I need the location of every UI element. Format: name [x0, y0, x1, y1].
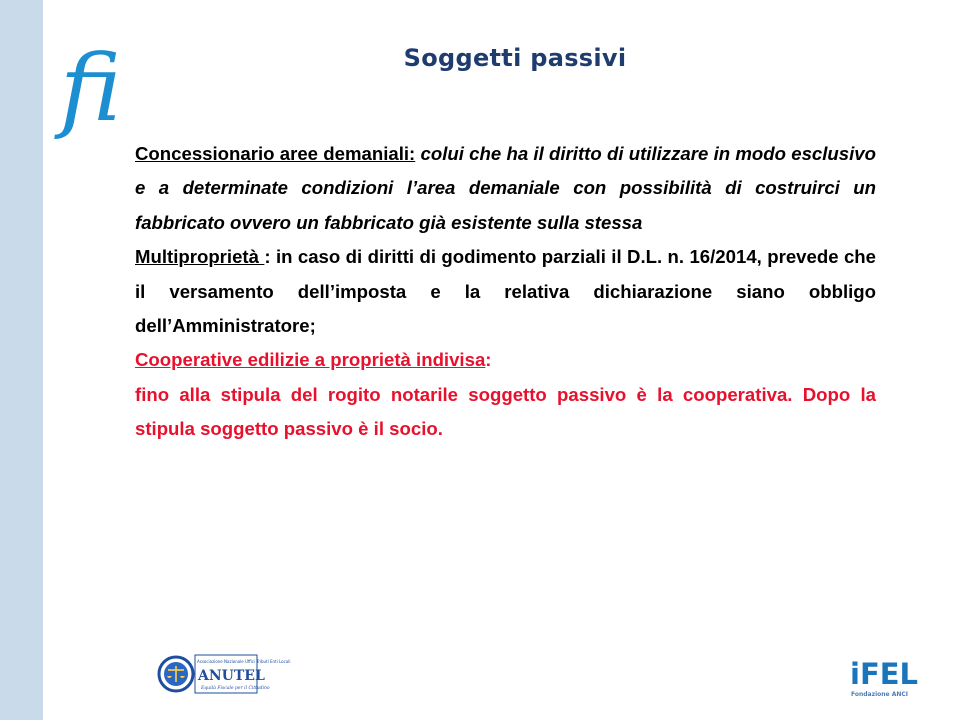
term-multiproprieta: Multiproprietà	[135, 246, 265, 268]
anutel-tagline: Associazione Nazionale Uffici Tributi Enti Locali	[197, 659, 291, 664]
slide-title: Soggetti passivi	[403, 44, 627, 72]
term-concessionario: Concessionario aree demaniali:	[135, 143, 416, 164]
fi-logo-text: fi	[60, 35, 122, 142]
anutel-wordmark: ANUTEL	[198, 668, 265, 684]
colon-cooperative: :	[485, 349, 492, 371]
term-cooperative: Cooperative edilizie a proprietà indivisa	[135, 349, 486, 371]
ifel-wordmark: iFEL	[850, 657, 919, 691]
anutel-logo	[157, 652, 291, 696]
text-multiproprieta: : in caso di diritti di godimento parziali il D.L. n. 16/2014, prevede che il versamento dell’imposta e la relativa dichiarazione siano obbligo dell’Amministratore;	[135, 246, 876, 337]
slide-body	[135, 137, 876, 447]
anutel-motto: Equità Fiscale per il Cittadino	[201, 686, 270, 691]
left-decorative-band	[0, 0, 43, 720]
paragraph-cooperative-detail: fino alla stipula del rogito notarile soggetto passivo è la cooperativa. Dopo la stipula soggetto passivo è il socio.	[135, 383, 876, 440]
paragraph-concessionario	[135, 137, 876, 240]
ifel-subtitle: Fondazione ANCI	[851, 691, 908, 698]
paragraph-multiproprieta	[135, 240, 876, 343]
paragraph-cooperative	[135, 343, 876, 377]
text-concessionario: colui che ha il diritto di utilizzare in modo esclusivo e a determinate condizioni l’area demaniale con possibilità di costruirci un fabbricato ovvero un fabbricato già esistente sulla stessa	[135, 143, 876, 233]
ifel-logo	[850, 650, 919, 700]
